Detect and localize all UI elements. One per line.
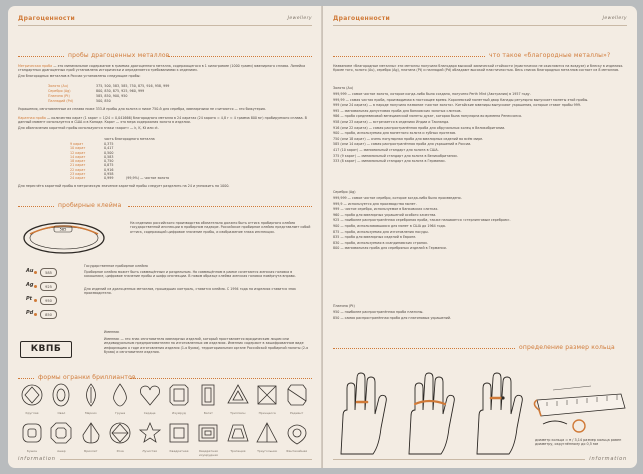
carat-fraction: 0,875 [104, 163, 114, 168]
carat-fraction: 0,999 [104, 176, 114, 181]
diamond-shape-icon [20, 382, 44, 408]
diamond-shape-label: Квадратная [169, 449, 189, 453]
carat-row [70, 176, 169, 180]
silver-line: 999 — чистое серебро, используемое в банковских слитках. [333, 207, 439, 212]
metal-values: 585, 850, 900, 950 [96, 94, 128, 98]
diamond-shape-icon [196, 382, 220, 408]
carat-table [70, 142, 169, 181]
gold-line: 999 (или 24 карата) — в народе получило название «чистое золото». Китайские ювелиры выпускают украшения, которые ставят пробы 999. [333, 103, 582, 108]
diamond-shape-label: Круглая [25, 411, 39, 415]
carat-foot: Для пересчёта каратной пробы в метрическую значение каратной пробы следует разделить на 24 и умножить на 1000. [18, 184, 230, 188]
silver-line: 999,9 — используется для производства монет. [333, 201, 417, 206]
intro-text2: Для благородных металлов в России установлены следующие пробы: [18, 74, 141, 78]
diamond-shape [224, 382, 252, 418]
footer-line [333, 459, 585, 460]
metal-values: 800, 830, 875, 925, 960, 999 [96, 89, 145, 93]
hallmark-value: 850 [40, 310, 57, 319]
diamond-shape-icon [226, 382, 250, 408]
silver-head: Серебро (Ag) [333, 190, 356, 194]
left-header [18, 14, 312, 26]
section-title-ring: определение размер кольца [519, 344, 615, 351]
gold-line: 916 (или 22 карата) — самая распространённая проба для обручальных колец в Великобритании. [333, 125, 506, 130]
ruler-illustration [534, 386, 625, 432]
left-page [8, 6, 322, 468]
diamond-shape-icon [255, 382, 279, 408]
section-title-kleima: пробирные клейма [58, 202, 122, 209]
diamond-shape-icon [108, 420, 132, 446]
carat-value: 24 карат [70, 176, 86, 181]
diamond-shape-icon [79, 382, 103, 408]
metal-row [48, 84, 169, 88]
diamond-shape [224, 420, 252, 456]
diamond-shapes-grid [18, 382, 314, 460]
hallmark-stamp [26, 310, 70, 319]
book-spread [8, 6, 637, 468]
diamond-shape [194, 420, 222, 456]
diamond-shape [165, 382, 193, 418]
metal-row [48, 99, 111, 103]
hallmark-stamp [26, 282, 70, 291]
carat-fraction: 0,750 [104, 159, 114, 164]
left-header-subtitle: Jewellery [287, 16, 312, 21]
metal-name: Золото (Au) [48, 84, 69, 88]
metals-note: Украшения, изготовленные из сплава ниже 333-й пробы для золота и ниже 750-й для серебра, ювелирными не считаются — это бижутерия. [18, 107, 266, 111]
hallmark-dot [34, 299, 37, 302]
section-line [18, 56, 64, 57]
hand-step-1 [341, 373, 386, 454]
diamond-shape [194, 382, 222, 418]
carat-fraction: 0,500 [104, 150, 114, 155]
hallmark-symbol: Pd [26, 310, 34, 316]
imennik-stamp: КВПБ [20, 341, 72, 358]
right-intro: Названием «благородные металлы» эти металлы получили благодаря высокой химической стойкости (практически не окисляются на воздухе) и блеску в изделиях. Кроме того, золото (Au), серебро (Ag), платина (Pt) и палладий (Pd) обладают высокой пластичностью. Весь список благородных металлов состоит из 8 металлов. [333, 64, 624, 73]
silver-list [333, 196, 627, 252]
diamond-shape-label: Груша [115, 411, 126, 415]
gold-line: 999,999 — самое чистое золото, которое когда-либо было создано, получено Perth Mint (Австралия) в 1957 году. [333, 92, 531, 96]
hallmark-stamp [26, 268, 70, 277]
diamond-shape [47, 420, 75, 456]
metal-row [48, 89, 144, 93]
carat-fraction: 0,375 [104, 142, 114, 146]
kleima-text2-p: Пробирное клеймо может быть совмещённым и раздельным. На совмещённом в рамке сочетаются женская головка в кокошнике, цифровое значение пробы и шифр инспекции. В новом образце клейма женская головка повёрнута вправо. [84, 270, 296, 279]
diamond-shape-label: Кушон [26, 449, 38, 453]
diamond-shape-label: Сердце [143, 411, 156, 415]
diamond-shape [283, 420, 311, 456]
hallmark-dot [34, 285, 37, 288]
diamond-shape [18, 382, 46, 418]
silver-line: 900 — проба, использовавшаяся для монет в США до 1964 года. [333, 223, 446, 228]
diamond-shape [77, 420, 105, 456]
gold-line: 995 — минимальная допустимая проба для банковских золотых слитков. [333, 108, 462, 113]
diamond-shape [253, 420, 281, 456]
kleima-subhead: Государственное пробирное клеймо [84, 264, 148, 268]
carat-fraction: 0,583 [104, 154, 114, 159]
diamond-shape-icon [285, 420, 309, 446]
diamond-shape [136, 420, 164, 456]
diamond-shape [253, 382, 281, 418]
carat-value: 22 карат [70, 167, 86, 172]
metal-values: 375, 500, 583, 585, 750, 875, 916, 958, 999 [96, 84, 170, 88]
gold-head: Золото (Au) [333, 86, 354, 90]
right-footer: information [589, 456, 627, 462]
diamond-shape [77, 382, 105, 418]
carat-fraction: 0,417 [104, 146, 114, 151]
diamond-shape [136, 382, 164, 418]
diamond-shape-icon [49, 420, 73, 446]
hallmark-value: 925 [40, 282, 57, 291]
diamond-shape-label: Роза [116, 449, 124, 453]
diamond-shape-label: Триллион [230, 411, 246, 415]
carat-text2: Для обозначения каратной пробы используются знаки «карат» — k, K, Kt или ct. [18, 126, 159, 130]
section-line [168, 56, 312, 57]
right-header-title: Драгоценности [333, 15, 391, 22]
intro-paragraph [18, 64, 312, 80]
section-line [18, 378, 34, 379]
diamond-shape-label: Принцесса [258, 411, 276, 415]
platinum-line: 950 — наиболее распространённая проба платины. [333, 310, 424, 314]
right-header [333, 14, 627, 26]
diamond-shape-label: Изумруд [172, 411, 186, 415]
hallmark-dot [34, 313, 37, 316]
carat-value: 12 карат [70, 150, 86, 155]
ring-note: диаметр кольца ≈ π / 3,14 размер кольца равен диаметру, округлённому до 0,5 мм [535, 438, 622, 447]
carat-value: 14 карат [70, 154, 86, 159]
kleima-text2 [84, 270, 312, 297]
metal-name: Серебро (Ag) [48, 89, 71, 93]
carat-fraction: 0,916 [104, 167, 114, 172]
diamond-shape-icon [49, 382, 73, 408]
carat-paragraph [18, 116, 312, 132]
left-footer: information [18, 456, 56, 462]
hallmark-value: 585 [40, 268, 57, 277]
right-page [323, 6, 637, 468]
metal-name: Платина (Pt) [48, 94, 70, 98]
section-line [333, 56, 485, 57]
platinum-line: 850 — самая распространённая проба для платиновых украшений. [333, 315, 452, 320]
silver-line: 925 — наиболее распространённая серебряная проба, также называется «стерлинговым серебром». [333, 218, 511, 223]
right-header-subtitle: Jewellery [602, 16, 627, 21]
diamond-shape-label: Бриолет [84, 449, 98, 453]
carat-note: (99,9%) — чистое золото [126, 176, 170, 181]
imennik-subhead: Именник [104, 330, 120, 334]
platinum-list [333, 310, 627, 321]
carat-fraction: 0,958 [104, 172, 114, 177]
carat-value: 18 карат [70, 159, 86, 164]
gold-list [333, 92, 627, 165]
platinum-head: Платина (Pt) [333, 304, 355, 308]
diamond-shape [106, 420, 134, 456]
svg-text:585: 585 [59, 227, 67, 232]
gold-line: 986 — проба средневековой венецианской монеты дукат, которая была популярна во времена Ренессанса. [333, 114, 523, 119]
gold-line: 585 (или 14 карат) — самая распространённая проба для украшений в России. [333, 142, 472, 147]
diamond-shape [165, 420, 193, 456]
gold-line: 999,99 — самая чистая проба, производимая в настоящее время. Королевский монетный двор Канады регулярно выпускает монеты этой пробы. [333, 97, 589, 102]
metal-name: Палладий (Pd) [48, 99, 74, 103]
gold-line: 375 (9 карат) — минимальный стандарт для золота в Великобритании. [333, 153, 458, 158]
section-line [333, 348, 515, 349]
hallmark-symbol: Pt [26, 296, 33, 302]
carat-value: 23 карат [70, 172, 86, 177]
section-line [18, 206, 54, 207]
diamond-shape-label: Ашер [57, 449, 66, 453]
hallmark-symbol: Ag [26, 282, 34, 288]
carat-text: — количество карат (1 карат = 1/24 = 0,041666) благородного металла в 24 каратах (24 карата = 4,8 г ≈ 4 грамма 800 мг) пробируемого сплава. В данный момент используется в США и в Канаде. Карат — это мера содержания золота в изделии. [18, 116, 307, 125]
section-title-shapes: формы огранки бриллиантов [38, 374, 136, 381]
hallmark-dot [34, 271, 37, 274]
footer-line [60, 459, 312, 460]
kleima-text: На изделиях российского производства обязательно должно быть оттиск пробирного клейма государственной инспекции в пробирном надзоре. Российское пробирное клеймо представляет собой оттиск, содержащий цифровое значение пробы, и изображение знака инспекции. [130, 221, 311, 234]
diamond-shape-icon [167, 420, 191, 446]
silver-line: 999,999 — самое чистое серебро, которое когда-либо было произведено. [333, 196, 462, 200]
diamond-shape-icon [167, 382, 191, 408]
diamond-shape-label: Маркиз [84, 411, 97, 415]
hallmark-stamp [26, 296, 70, 305]
diamond-shape-label: Овал [57, 411, 66, 415]
silver-line: 875 — проба, используемая для изготовления посуды. [333, 229, 429, 234]
hand-step-3 [477, 373, 522, 454]
intro-lead: Метрическая проба [18, 64, 53, 68]
kleima-text3-p: Для изделий из драгоценных металлов, прошедших контроль, ставится клеймо. С 1994 года на изделиях ставится знак производителя. [84, 286, 296, 296]
intro-text: — это минимальное содержание в граммах драгоценного металла, содержащегося в 1 килограмме (1000 грамм) ювелирного сплава. Линейка стандартных драгоценных проб установлена исторически и определяется требованиями к изделиям. [18, 64, 306, 73]
hallmark-value: 950 [40, 296, 57, 305]
carat-value: 10 карат [70, 146, 86, 151]
diamond-shape [283, 382, 311, 418]
silver-line: 830 — проба, используемая в скандинавских странах. [333, 240, 429, 245]
ring-stamp-illustration [20, 214, 108, 258]
diamond-shape-label: Радиант [289, 411, 304, 415]
diamond-shape-icon [108, 382, 132, 408]
gold-line: 333 (8 карат) — минимальный стандарт для золота в Германии. [333, 159, 446, 164]
silver-line: 835 — проба для ювелирных изделий в Европе. [333, 235, 417, 240]
section-title-proby: пробы драгоценных металлов [68, 52, 170, 59]
carat-table-head: часть благородного металла [104, 137, 155, 141]
diamond-shape-icon [138, 382, 162, 408]
carat-lead: Каратная проба [18, 116, 46, 120]
gold-line: 900 — проба, используемая для монетного золота и зубных протезов. [333, 131, 457, 136]
silver-line: 800 — минимальная проба для серебряных изделий в Германии. [333, 246, 447, 251]
diamond-shape [106, 382, 134, 418]
diamond-shape-label: Треугольник [257, 449, 278, 453]
diamond-shape-icon [196, 420, 220, 446]
metal-values: 500, 850 [96, 99, 111, 103]
diamond-shape-icon [79, 420, 103, 446]
diamond-shape-icon [20, 420, 44, 446]
gold-line: 417 (10 карат) — минимальный стандарт для золота в США. [333, 147, 439, 152]
hand-step-2 [409, 373, 454, 454]
gold-line: 750 (или 18 карат) — очень популярная проба для ювелирных изделий во всём мире. [333, 136, 484, 141]
silver-line: 960 — проба для ювелирных украшений особого качества. [333, 212, 437, 217]
diamond-shape-icon [226, 420, 250, 446]
carat-value: 21 карат [70, 163, 86, 168]
section-title-blago: что такое «благородные металлы»? [489, 52, 611, 59]
diamond-shape-icon [255, 420, 279, 446]
diamond-shape-icon [285, 382, 309, 408]
diamond-shape [18, 420, 46, 456]
left-header-title: Драгоценности [18, 15, 76, 22]
metal-row [48, 94, 127, 98]
diamond-shape-label: Багет [203, 411, 213, 415]
section-line [128, 206, 312, 207]
diamond-shape-label: Квадратная изумрудная [198, 449, 218, 457]
diamond-shape-icon [138, 420, 162, 446]
diamond-shape-label: Фантазийная [286, 449, 308, 453]
gold-line: 958 (или 23 карата) — встречается в изделиях Индии и Таиланда. [333, 119, 450, 124]
section-line [130, 378, 312, 379]
diamond-shape-label: Лучистая [142, 449, 157, 453]
hallmark-symbol: Au [26, 268, 34, 274]
imennik-text: Именник — это знак изготовителя ювелирных изделий, который проставляется юридическим лицом или индивидуальным предпринимателем на изготовленных им изделиях. Именник содержит в зашифрованном виде информацию о годе изготовления изделия (1-я буква), территориальном органе Российской пробирной палаты (2-я буква) и изготовителе изделия. [104, 337, 309, 355]
diamond-shape [47, 382, 75, 418]
diamond-shape-label: Трапеция [230, 449, 246, 453]
carat-value: 9 карат [70, 142, 84, 146]
